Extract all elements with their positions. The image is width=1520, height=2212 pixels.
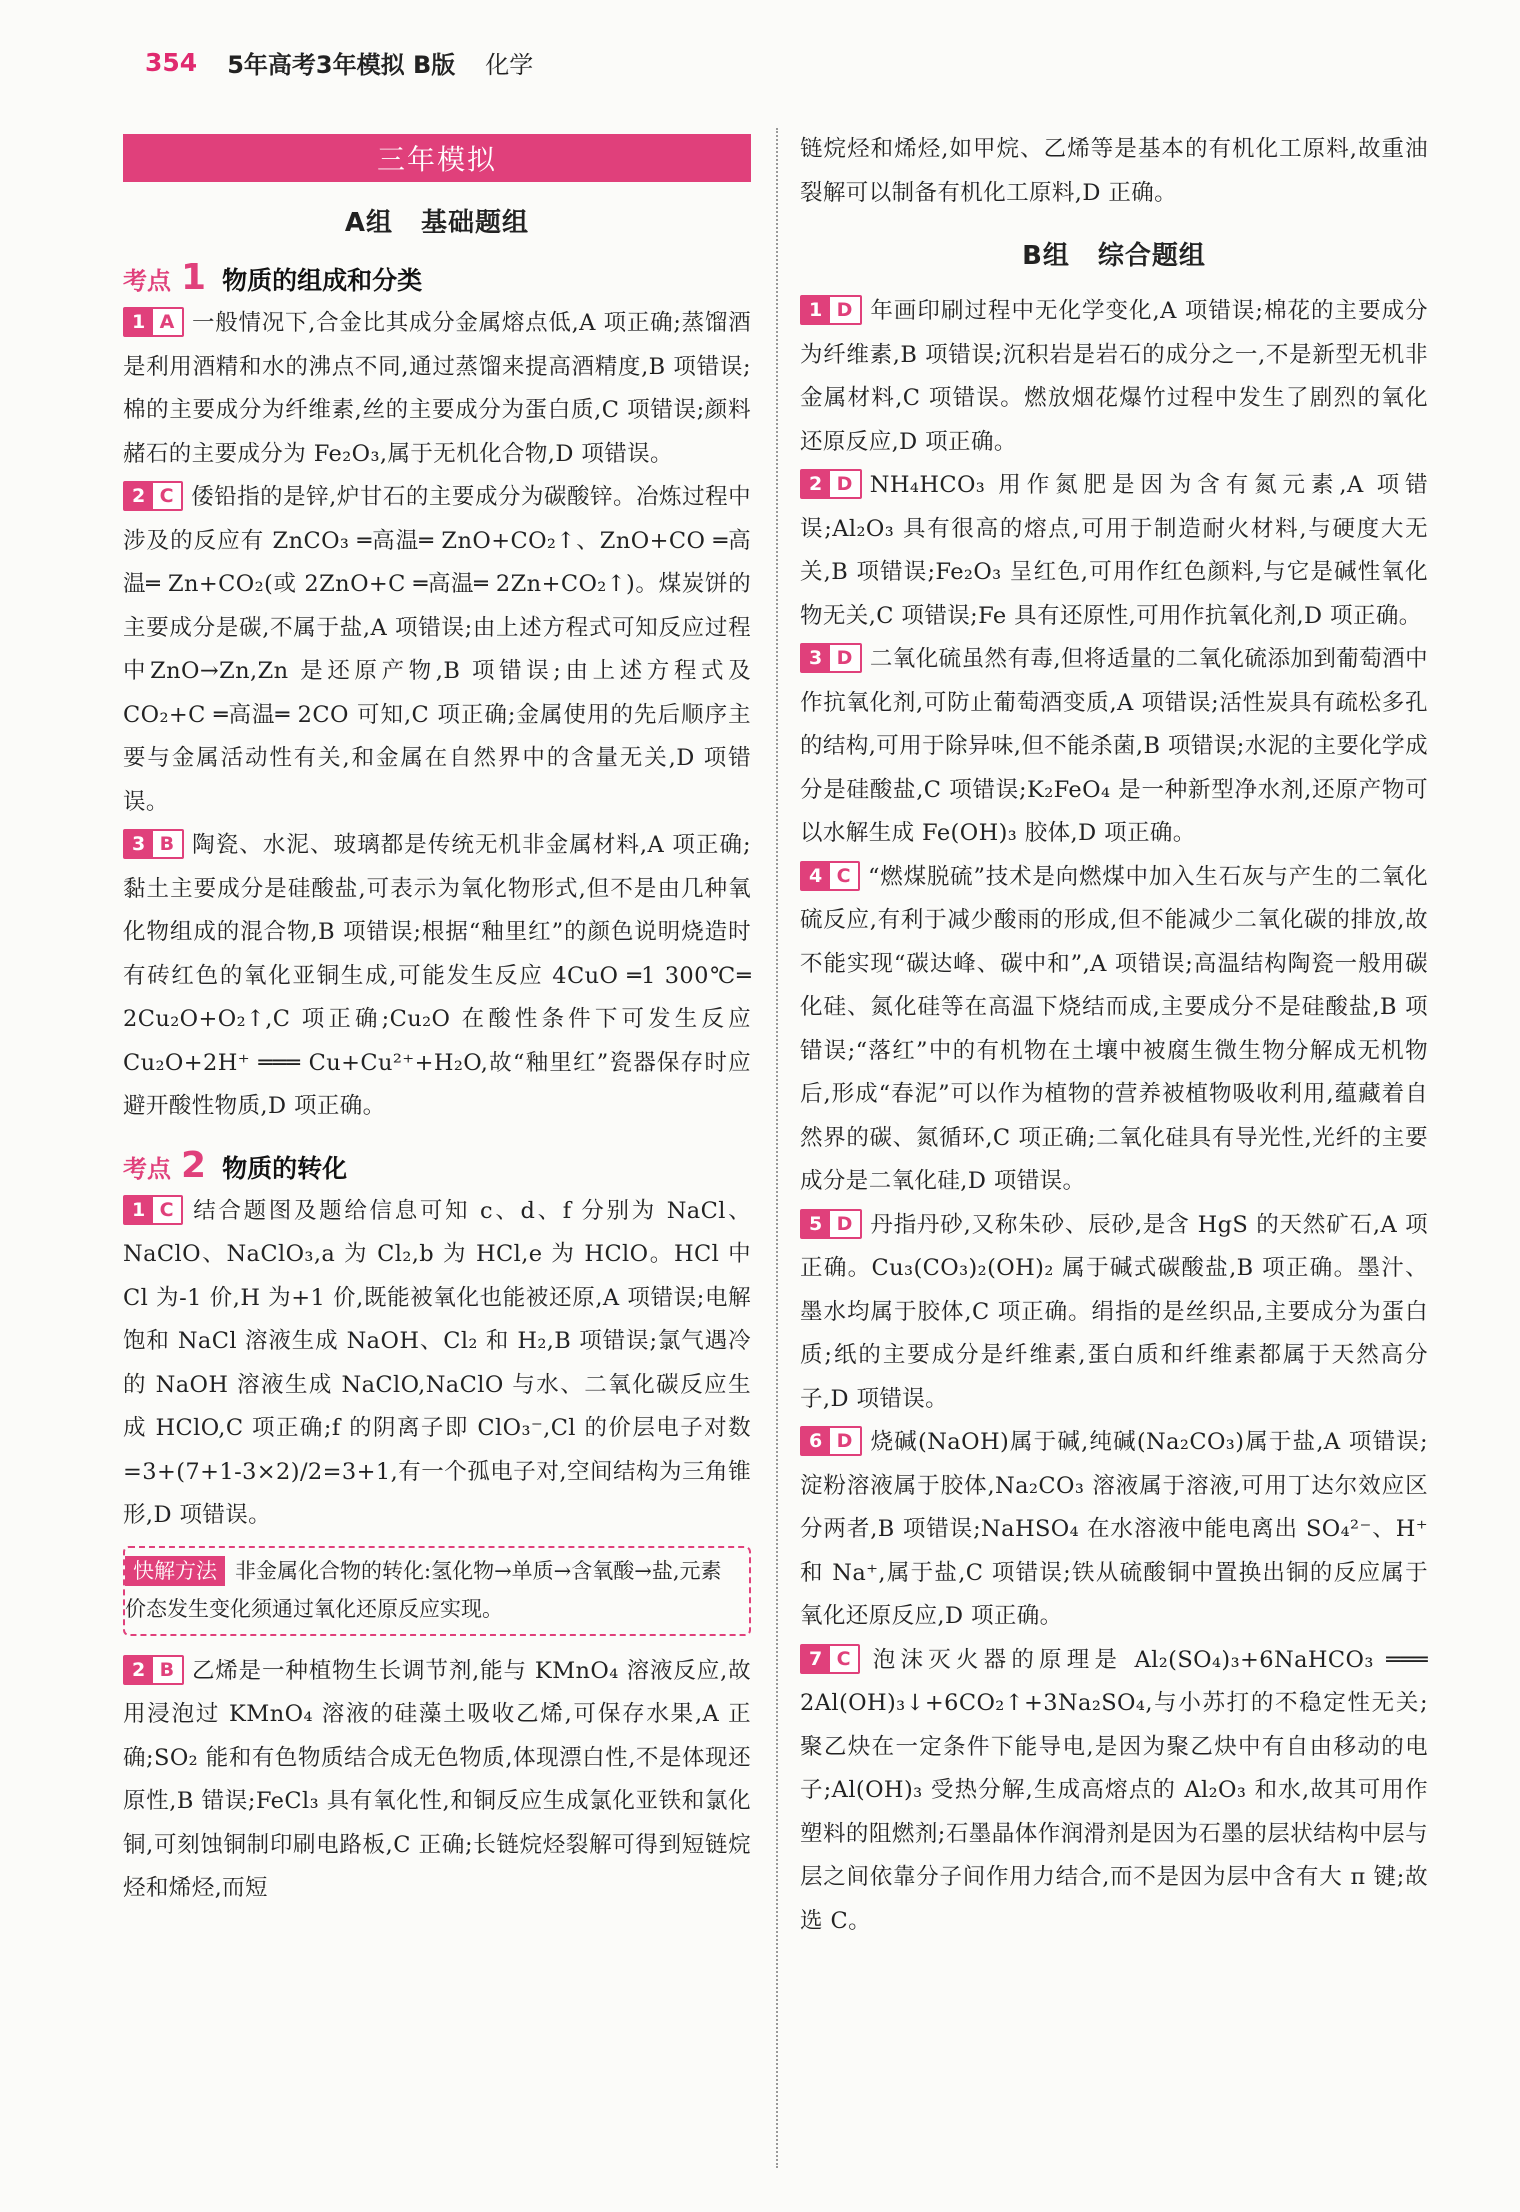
question-number: 2 [125,483,153,509]
answer-letter: C [830,1646,858,1672]
question-number: 2 [802,471,830,497]
answer-text: 结合题图及题给信息可知 c、d、f 分别为 NaCl、NaClO、NaClO₃,a 为 Cl₂,b 为 HCl,e 为 HClO。HCl 中 Cl 为-1 价,H 为+1 价,既能被氧化也能被还原,A 项错误;电解饱和 NaCl 溶液生成 NaOH、Cl₂ 和 H₂,B 项错误;氯气遇冷的 NaOH 溶液生成 NaClO,NaClO 与水、二氧化碳反应生成 HClO,C 项正确;f 的阴离子即 ClO₃⁻,Cl 的价层电子对数=3+(7+1-3×2)/2=3+1,有一个孤电子对,空间结构为三角锥形,D 项错误。 [123,1197,751,1528]
group-b-label: B组 [1022,241,1070,271]
answer-badge [800,643,862,673]
answer-item [800,1421,1428,1639]
question-number: 1 [125,309,153,335]
group-a-title [123,202,751,239]
question-number: 1 [125,1197,153,1223]
answer-badge [800,1644,860,1674]
answer-item [123,476,751,824]
question-number: 3 [802,645,830,671]
answer-letter: C [153,1197,181,1223]
answer-letter: D [830,297,860,323]
answer-badge [800,469,862,499]
answer-text: 乙烯是一种植物生长调节剂,能与 KMnO₄ 溶液反应,故用浸泡过 KMnO₄ 溶液的硅藻土吸收乙烯,可保存水果,A 正确;SO₂ 能和有色物质结合成无色物质,体现漂白性,不是体现还原性,B 错误;FeCl₃ 具有氧化性,和铜反应生成氯化亚铁和氯化铜,可刻蚀铜制印刷电路板,C 正确;长链烷烃裂解可得到短链烷烃和烯烃,而短 [123,1657,751,1901]
group-a-name: 基础题组 [421,208,530,238]
answer-badge [800,1426,862,1456]
answer-item [123,1650,751,1911]
answer-text: 泡沫灭火器的原理是 Al₂(SO₄)₃+6NaHCO₃ ═══ 2Al(OH)₃↓+6CO₂↑+3Na₂SO₄,与小苏打的不稳定性无关;聚乙炔在一定条件下能导电,是因为聚乙炔中有自由移动的电子;Al(OH)₃ 受热分解,生成高熔点的 Al₂O₃ 和水,故其可用作塑料的阻燃剂;石墨晶体作润滑剂是因为石墨的层状结构中层与层之间依靠分子间作用力结合,而不是因为层中含有大 π 键;故选 C。 [800,1646,1428,1934]
answer-badge [800,295,862,325]
answer-text: 陶瓷、水泥、玻璃都是传统无机非金属材料,A 项正确;黏土主要成分是硅酸盐,可表示为氧化物形式,但不是由几种氧化物组成的混合物,B 项错误;根据“釉里红”的颜色说明烧造时有砖红色的氧化亚铜生成,可能发生反应 4CuO ═1 300℃═ 2Cu₂O+O₂↑,C 项正确;Cu₂O 在酸性条件下可发生反应 Cu₂O+2H⁺ ═══ Cu+Cu²⁺+H₂O,故“釉里红”瓷器保存时应避开酸性物质,D 项正确。 [123,832,751,1119]
answer-letter: C [153,483,181,509]
answer-badge [123,307,184,337]
answer-text: 丹指丹砂,又称朱砂、辰砂,是含 HgS 的天然矿石,A 项正确。Cu₃(CO₃)₂(OH)₂ 属于碱式碳酸盐,B 项正确。墨汁、墨水均属于胶体,C 项正确。绢指的是丝织品,主要成分为蛋白质;纸的主要成分是纤维素,蛋白质和纤维素都属于天然高分子,D 项错误。 [800,1211,1428,1412]
answer-letter: D [830,645,860,671]
answer-item [123,302,751,476]
answer-letter: C [830,863,858,889]
book-title: 5年高考3年模拟 B版 [227,50,456,79]
question-number: 1 [802,297,830,323]
right-column [800,128,1428,1943]
continued-text: 链烷烃和烯烃,如甲烷、乙烯等是基本的有机化工原料,故重油裂解可以制备有机化工原料,D 正确。 [800,136,1428,206]
answer-item [800,1639,1428,1944]
answer-letter: B [153,1657,182,1683]
kaodian-number: 2 [181,1144,207,1186]
answer-letter: A [153,309,182,335]
group-b-title [800,235,1428,272]
subject-label: 化学 [485,50,534,79]
answer-badge [123,481,183,511]
answer-badge [123,1195,183,1225]
answer-letter: D [830,1211,860,1237]
answer-text: 年画印刷过程中无化学变化,A 项错误;棉花的主要成分为纤维素,B 项错误;沉积岩是岩石的成分之一,不是新型无机非金属材料,C 项错误。燃放烟花爆竹过程中发生了剧烈的氧化还原反应,D 项正确。 [800,298,1428,455]
answer-item [123,824,751,1129]
answer-item [800,464,1428,638]
question-number: 3 [125,831,153,857]
left-column [123,128,751,1911]
answer-text: 二氧化硫虽然有毒,但将适量的二氧化硫添加到葡萄酒中作抗氧化剂,可防止葡萄酒变质,A 项错误;活性炭具有疏松多孔的结构,可用于除异味,但不能杀菌,B 项错误;水泥的主要化学成分是硅酸盐,C 项错误;K₂FeO₄ 是一种新型净水剂,还原产物可以水解生成 Fe(OH)₃ 胶体,D 项正确。 [800,646,1428,846]
answer-badge [123,829,184,859]
kaodian-1-heading [123,257,751,298]
page-header [145,42,533,82]
answer-text: 烧碱(NaOH)属于碱,纯碱(Na₂CO₃)属于盐,A 项错误;淀粉溶液属于胶体,Na₂CO₃ 溶液属于溶液,可用丁达尔效应区分两者,B 项错误;NaHSO₄ 在水溶液中能电离出 SO₄²⁻、H⁺和 Na⁺,属于盐,C 项错误;铁从硫酸铜中置换出铜的反应属于氧化还原反应,D 项正确。 [800,1429,1428,1629]
answer-item [123,1190,751,1538]
kaodian-word: 考点 [123,267,171,295]
answer-letter: B [153,831,182,857]
answer-badge [800,861,860,891]
tip-tag: 快解方法 [125,1556,225,1586]
answer-text: “燃煤脱硫”技术是向燃煤中加入生石灰与产生的二氧化硫反应,有利于减少酸雨的形成,但不能减少二氧化碳的排放,故不能实现“碳达峰、碳中和”,A 项错误;高温结构陶瓷一般用碳化硅、氮化硅等在高温下烧结而成,主要成分不是硅酸盐,B 项错误;“落红”中的有机物在土壤中被腐生微生物分解成无机物后,形成“春泥”可以作为植物的营养被植物吸收利用,蕴藏着自然界的碳、氮循环,C 项正确;二氧化硅具有导光性,光纤的主要成分是二氧化硅,D 项错误。 [800,863,1428,1194]
question-number: 5 [802,1211,830,1237]
answer-badge [800,1209,862,1239]
answer-item [800,638,1428,856]
answer-item [800,1204,1428,1422]
answer-letter: D [830,1428,860,1454]
page-number: 354 [145,47,198,77]
answer-text: 倭铅指的是锌,炉甘石的主要成分为碳酸锌。冶炼过程中涉及的反应有 ZnCO₃ ═高温═ ZnO+CO₂↑、ZnO+CO ═高温═ Zn+CO₂(或 2ZnO+C ═高温═ 2Zn+CO₂↑)。煤炭饼的主要成分是碳,不属于盐,A 项错误;由上述方程式可知反应过程中ZnO→Zn,Zn 是还原产物,B 项错误;由上述方程式及 CO₂+C ═高温═ 2CO 可知,C 项正确;金属使用的先后顺序主要与金属活动性有关,和金属在自然界中的含量无关,D 项错误。 [123,484,751,815]
quick-method-tip [123,1546,751,1636]
tip-text: 非金属化合物的转化:氢化物→单质→含氧酸→盐,元素价态发生变化须通过氧化还原反应实现。 [125,1558,722,1621]
answer-badge [123,1655,184,1685]
question-number: 4 [802,863,830,889]
answer-text: 一般情况下,合金比其成分金属熔点低,A 项正确;蒸馏酒是利用酒精和水的沸点不同,通过蒸馏来提高酒精度,B 项错误;棉的主要成分为纤维素,丝的主要成分为蛋白质,C 项错误;颜料赭石的主要成分为 Fe₂O₃,属于无机化合物,D 项错误。 [123,310,751,467]
column-divider [776,128,778,2168]
kaodian-title: 物质的转化 [222,1153,348,1183]
answer-letter: D [830,471,860,497]
group-a-label: A组 [344,208,394,238]
kaodian-number: 1 [181,257,207,298]
question-number: 7 [802,1646,830,1672]
section-banner: 三年模拟 [123,134,751,182]
answer-text: NH₄HCO₃ 用作氮肥是因为含有氮元素,A 项错误;Al₂O₃ 具有很高的熔点,可用于制造耐火材料,与硬度大无关,B 项错误;Fe₂O₃ 呈红色,可用作红色颜料,与它是碱性氧化物无关,C 项错误;Fe 具有还原性,可用作抗氧化剂,D 项正确。 [800,472,1428,629]
answer-item [800,856,1428,1204]
kaodian-title: 物质的组成和分类 [222,266,423,295]
group-b-name: 综合题组 [1097,241,1206,271]
kaodian-word: 考点 [123,1154,171,1183]
answer-item [800,290,1428,464]
question-number: 2 [125,1657,153,1683]
question-number: 6 [802,1428,830,1454]
kaodian-2-heading [123,1145,751,1186]
